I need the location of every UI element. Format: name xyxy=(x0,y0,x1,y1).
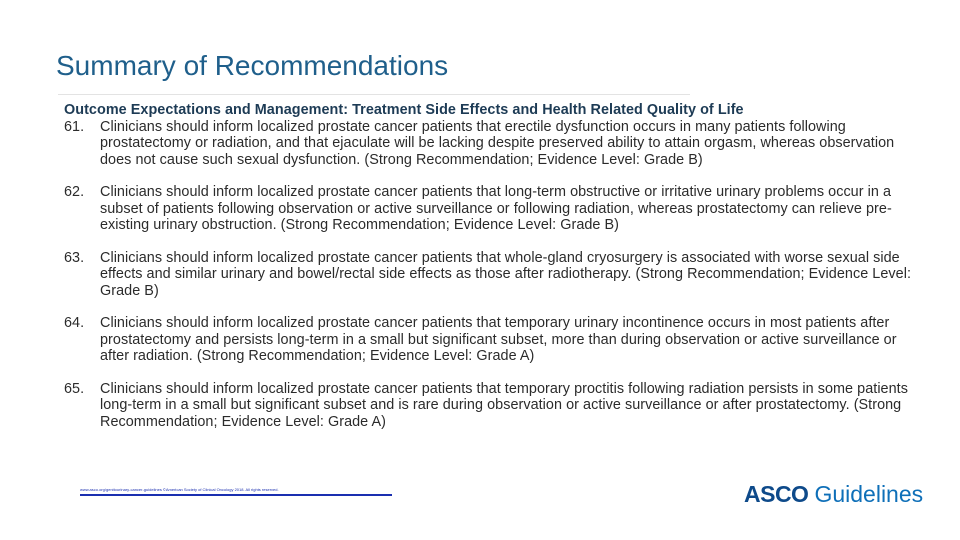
recommendation-number: 61. xyxy=(64,118,85,135)
title-divider xyxy=(58,94,690,95)
section-heading: Outcome Expectations and Management: Treatment Side Effects and Health Related Quality of Life xyxy=(64,102,744,118)
recommendation-text: Clinicians should inform localized prostate cancer patients that long-term obstructive or irritative urinary problems occur in a subset of patients following observation or active surveillance or following radiation, whereas prostatectomy can relieve pre-existing urinary obstruction. (Strong Recommendation; Evidence Level: Grade B) xyxy=(100,184,892,233)
footer-website-link[interactable]: www.asco.org/genitourinary-cancer-guidelines ©American Society of Clinical Oncology 2018. All rights reserved. xyxy=(80,486,392,496)
recommendation-text: Clinicians should inform localized prostate cancer patients that temporary urinary incontinence occurs in most patients after prostatectomy and persists long-term in a small but significant subset, more than during observation or active surveillance or after radiation. (Strong Recommendation; Evidence Level: Grade A) xyxy=(100,315,897,364)
recommendation-item xyxy=(64,381,914,431)
recommendation-text: Clinicians should inform localized prostate cancer patients that temporary proctitis following radiation persists in some patients long-term in a small but significant subset and is rare during observation or active surveillance or after prostatectomy. (Strong Recommendation; Evidence Level: Grade A) xyxy=(100,380,908,430)
recommendation-number: 62. xyxy=(64,184,85,200)
recommendation-text: Clinicians should inform localized prostate cancer patients that erectile dysfunction occurs in many patients following prostatectomy or radiation, and that ejaculate will be lacking despite preserved ability to attain orgasm, whereas observation does not cause such sexual dysfunction. (Strong Recommendation; Evidence Level: Grade B) xyxy=(100,118,895,168)
recommendation-item xyxy=(64,315,914,365)
recommendation-item xyxy=(64,184,914,234)
recommendation-item xyxy=(64,250,914,300)
recommendation-text: Clinicians should inform localized prostate cancer patients that whole-gland cryosurgery is associated with worse sexual side effects and similar urinary and bowel/rectal side effects as those after radiotherapy. (Strong Recommendation; Evidence Level: Grade B) xyxy=(100,249,911,299)
asco-guidelines-logo xyxy=(742,478,923,510)
recommendation-number: 64. xyxy=(64,315,85,331)
recommendation-item xyxy=(64,119,914,169)
recommendation-number: 63. xyxy=(64,249,85,266)
slide-title: Summary of Recommendations xyxy=(56,50,449,81)
recommendations-content xyxy=(64,102,914,430)
logo-brand-text: ASCO xyxy=(744,480,809,507)
logo-guidelines-text: Guidelines xyxy=(814,480,924,507)
recommendation-number: 65. xyxy=(64,380,85,397)
